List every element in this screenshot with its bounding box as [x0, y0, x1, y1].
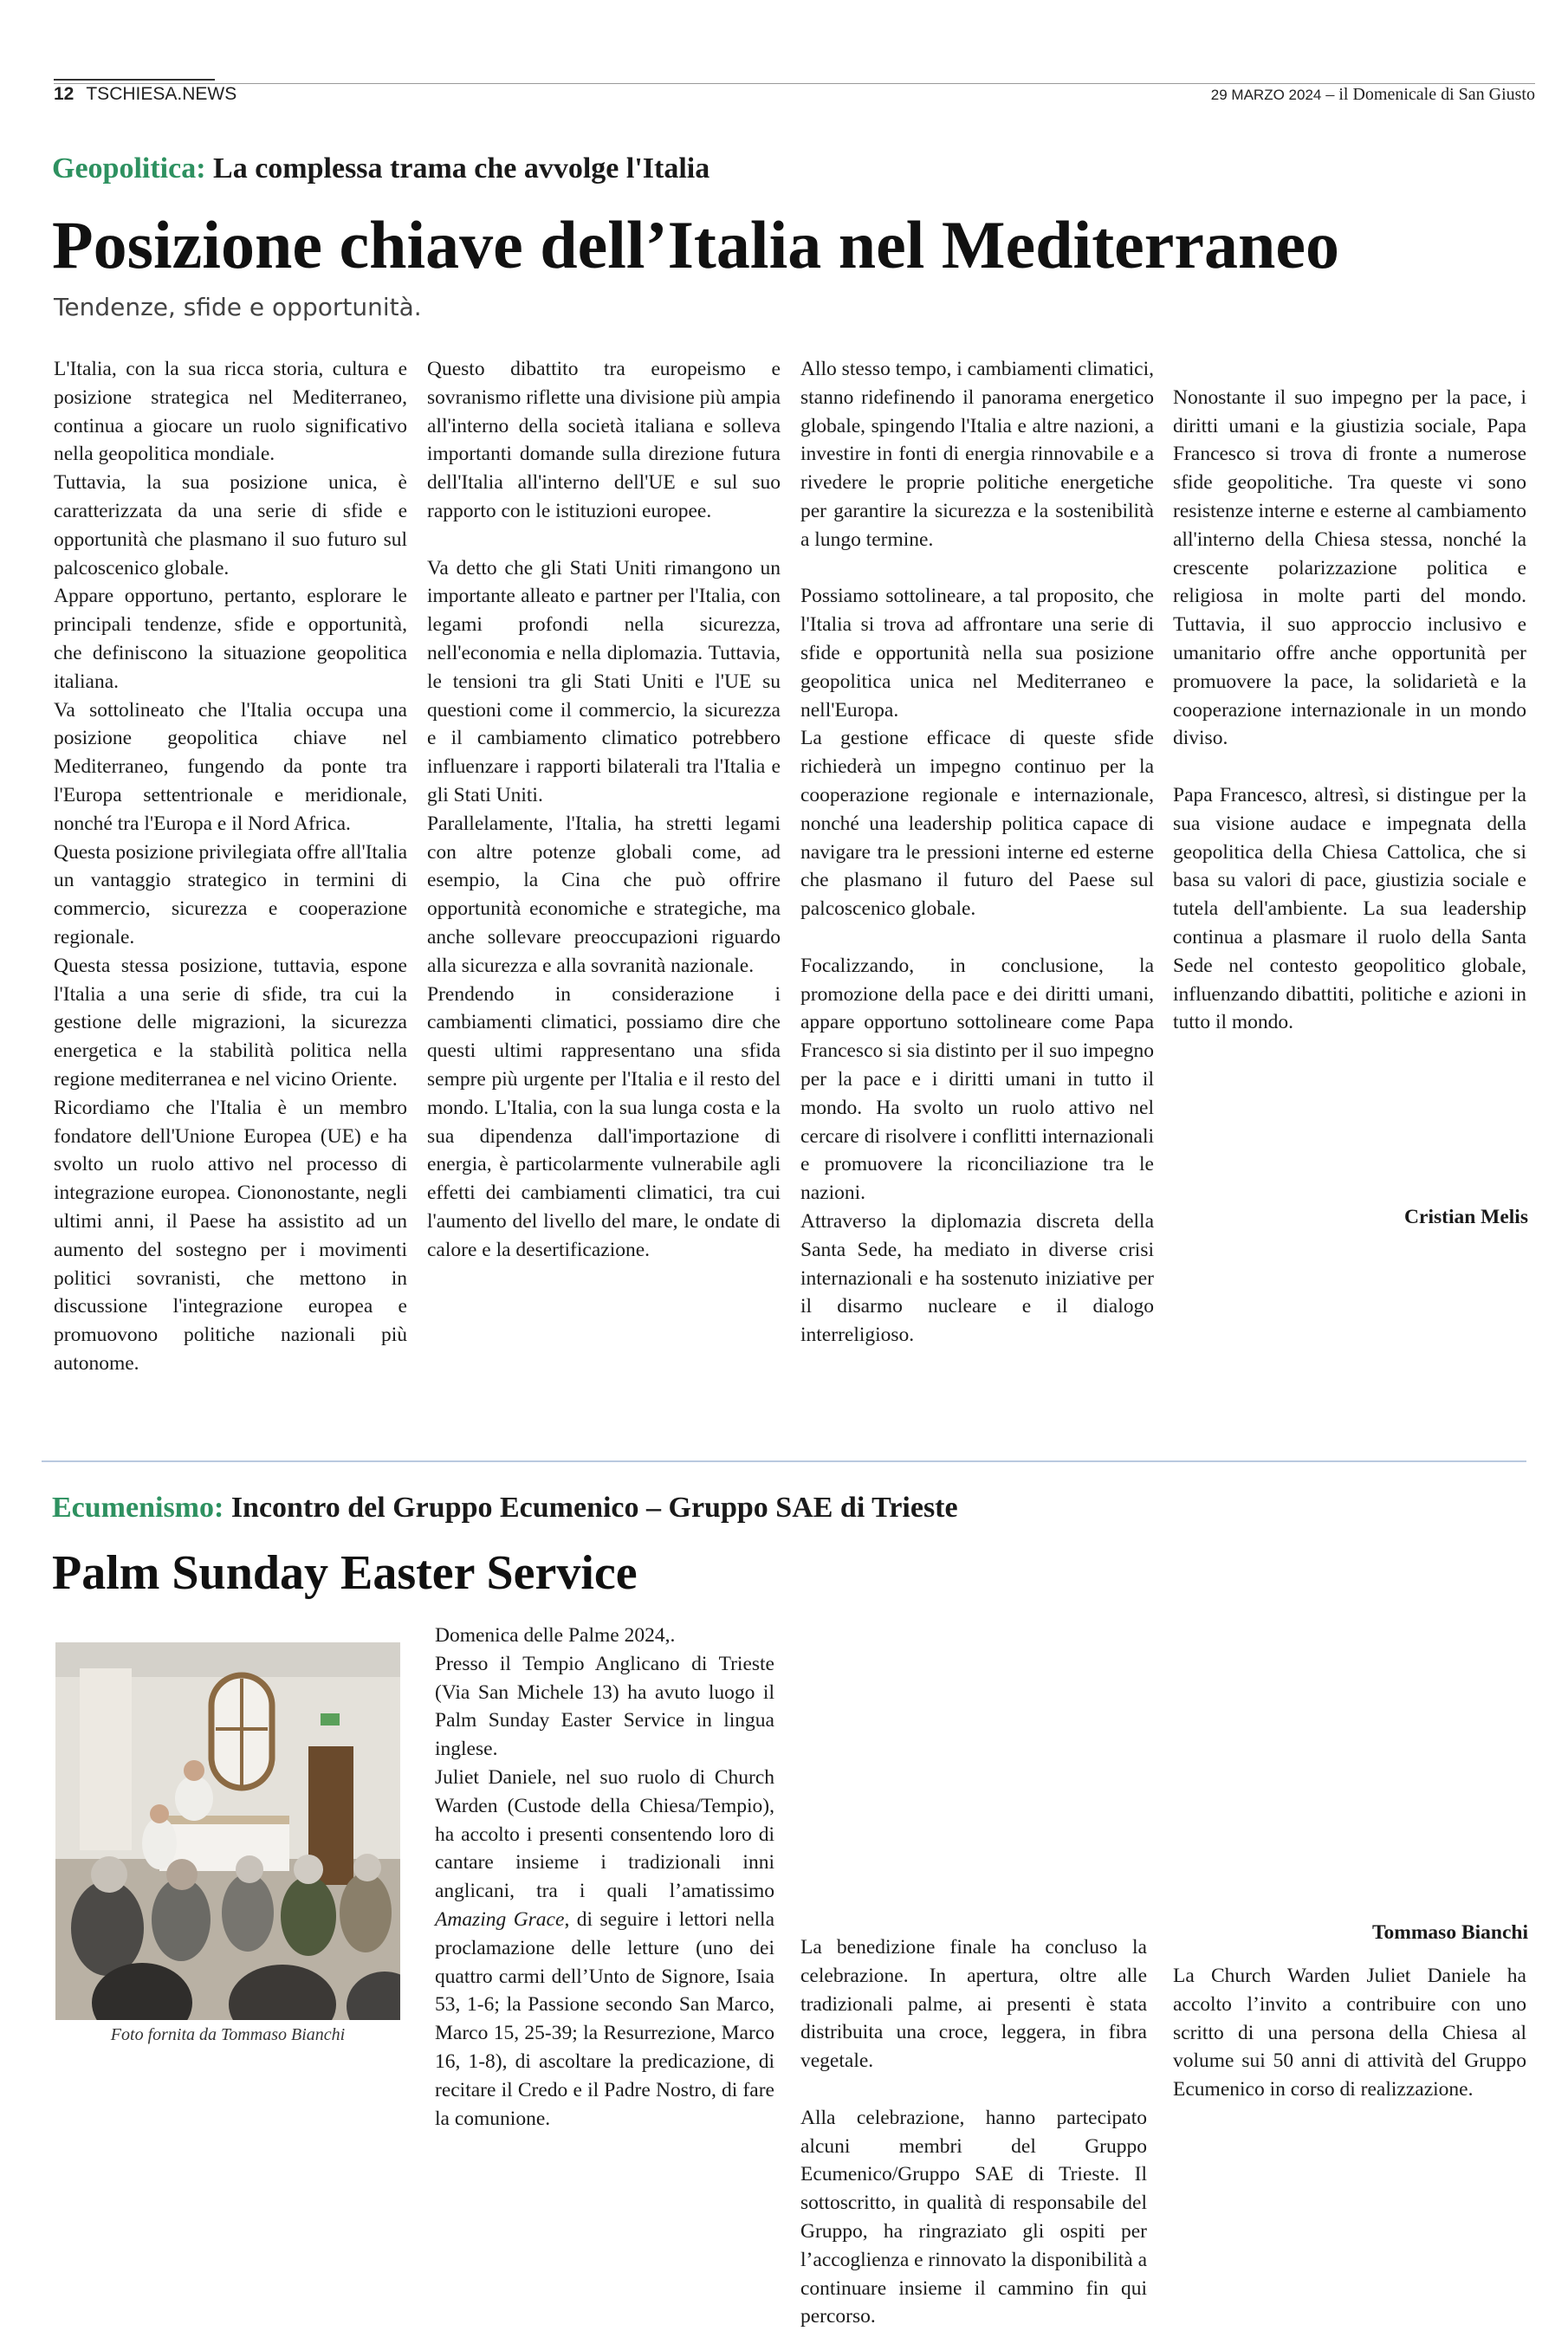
article1-column-2 [427, 355, 781, 1265]
article1-paragraph: Tuttavia, la sua posizione unica, è caratterizzata da una serie di sfide e opportunità che plasmano il suo futuro sul palcoscenico globale. [54, 471, 407, 580]
site-name: TSCHIESA.NEWS [86, 84, 237, 104]
article1-topic: La complessa trama che avvolge l'Italia [213, 152, 710, 185]
article1-paragraph: Prendendo in considerazione i cambiamenti climatici, possiamo dire che questi ultimi rappresentano una sfida sempre più urgente per l'Italia e il resto del mondo. L'Italia, con la sua lunga costa e la sua dipendenza dall'importazione di energia, è particolarmente vulnerabile agli effetti dei cambiamenti climatici, tra cui l'aumento del livello del mare, le ondate di calore e la desertificazione. [427, 982, 781, 1261]
article2-text: , di seguire i lettori nella proclamazione delle letture (uno dei quattro carmi dell’Unto de Signore, Isaia 53, 1-6; la Passione secondo San Marco, Marco 15, 25-39; la Resurrezione, Marco 16, 1-8), di ascoltare la predicazione, di recitare il Credo e il Padre Nostro, di fare la comunione. [435, 1907, 774, 2130]
dateline [1211, 85, 1535, 105]
article1-paragraph: La gestione efficace di queste sfide richiederà un impegno continuo per la cooperazione regionale e internazionale, nonché una leadership politica capace di navigare tra le pressioni interne ed esterne che plasmano il futuro del Paese sul palcoscenico globale. [800, 727, 1154, 921]
article1-column-1 [54, 355, 407, 1378]
hymn-title: Amazing Grace [435, 1907, 565, 1931]
article1-author: Cristian Melis [1404, 1206, 1528, 1228]
header-rule [54, 83, 1535, 84]
article1-paragraph: Questa stessa posizione, tuttavia, espone l'Italia a una serie di sfide, tra cui la gestione delle migrazioni, la sicurezza energetica e la stabilità politica nella regione mediterranea e nel vicino Oriente. [54, 954, 407, 1091]
article1-paragraph: Nonostante il suo impegno per la pace, i diritti umani e la giustizia sociale, Papa Francesco si trova di fronte a numerose sfide geopolitiche. Tra queste vi sono resistenze interne e esterne al cambiamento all'interno della Chiesa stessa, nonché la crescente polarizzazione politica e religiosa in molte parti del mondo. Tuttavia, il suo approccio inclusivo e umanitario offre anche opportunità per promuovere la pace, la solidarietà e la cooperazione internazionale in un mondo diviso. [1173, 385, 1526, 750]
page-folio [54, 84, 236, 105]
article2-column-2 [800, 1933, 1147, 2331]
folio-rule [54, 79, 215, 81]
article2-paragraph: Presso il Tempio Anglicano di Trieste (Via San Michele 13) ha avuto luogo il Palm Sunday Easter Service in lingua inglese. [435, 1652, 774, 1761]
article2-topic: Incontro del Gruppo Ecumenico – Gruppo SAE di Trieste [230, 1492, 958, 1524]
article1-paragraph: Va detto che gli Stati Uniti rimangono un importante alleato e partner per l'Italia, con legami profondi nella sicurezza, nell'economia e nella diplomazia. Tuttavia, le tensioni tra gli Stati Uniti e l'UE su questioni come il commercio, la sicurezza e il cambiamento climatico potrebbero influenzare i rapporti bilaterali tra l'Italia e gli Stati Uniti. [427, 556, 781, 806]
article2-column-3 [1173, 1962, 1526, 2104]
dateline-separator: – [1321, 85, 1339, 104]
article1-paragraph: Va sottolineato che l'Italia occupa una posizione geopolitica chiave nel Mediterraneo, fungendo da ponte tra l'Europa settentrionale e meridionale, nonché tra l'Europa e il Nord Africa. [54, 698, 407, 835]
article2-section-label: Ecumenismo: [52, 1492, 224, 1524]
article1-column-3 [800, 355, 1154, 1350]
article2-paragraph: La Church Warden Juliet Daniele ha accolto l’invito a contribuire con uno scritto di una persona della Chiesa al volume sui 50 anni di attività del Gruppo Ecumenico in corso di realizzazione. [1173, 1965, 1526, 2101]
article2-column-1 [435, 1622, 774, 2133]
article1-paragraph: Allo stesso tempo, i cambiamenti climatici, stanno ridefinendo il panorama energetico globale, spingendo l'Italia e altre nazioni, a investire in fonti di energia rinnovabile e a rivedere le proprie politiche energetiche per garantire la sicurezza e la sostenibilità a lungo termine. [800, 358, 1154, 551]
publication-name: il Domenicale di San Giusto [1338, 85, 1535, 104]
article1-column-4 [1173, 355, 1526, 1037]
article2-paragraph: Domenica delle Palme 2024,. [435, 1624, 676, 1647]
article2-paragraph: Alla celebrazione, hanno partecipato alcuni membri del Gruppo Ecumenico/Gruppo SAE di Trieste. Il sottoscritto, in qualità di responsabile del Gruppo, ha ringraziato gli ospiti per l’accoglienza e rinnovato la disponibilità a continuare insieme il cammino fin qui percorso. [800, 2106, 1148, 2328]
section-divider [42, 1460, 1526, 1462]
article2-paragraph [435, 1764, 774, 2133]
article2-author: Tommaso Bianchi [1372, 1921, 1528, 1944]
article2-kicker [52, 1492, 958, 1525]
article1-paragraph: Attraverso la diplomazia discreta della Santa Sede, ha mediato in diverse crisi internazionali e ha sostenuto iniziative per il disarmo nucleare e il dialogo interreligioso. [800, 1209, 1154, 1347]
church-service-photo [55, 1642, 400, 2020]
article2-title: Palm Sunday Easter Service [52, 1546, 638, 1600]
article1-paragraph: L'Italia, con la sua ricca storia, cultura e posizione strategica nel Mediterraneo, continua a giocare un ruolo significativo nella geopolitica mondiale. [54, 358, 407, 466]
article2-text: Juliet Daniele, nel suo ruolo di Church Warden (Custode della Chiesa/Tempio), ha accolto i presenti consentendo loro di cantare insieme i tradizionali inni anglicani, tra i quali l’amatissimo [435, 1765, 774, 1903]
article2-paragraph: La benedizione finale ha concluso la celebrazione. In apertura, oltre alle tradizionali palme, ai presenti è stata distribuita una croce, leggera, in fibra vegetale. [800, 1936, 1147, 2073]
article1-paragraph: Questo dibattito tra europeismo e sovranismo riflette una divisione più ampia all'interno della società italiana e solleva importanti domande sulla direzione futura dell'Italia all'interno dell'UE e sul suo rapporto con le istituzioni europee. [427, 358, 781, 522]
article1-section-label: Geopolitica: [52, 152, 206, 185]
article1-paragraph: Possiamo sottolineare, a tal proposito, che l'Italia si trova ad affrontare una serie di sfide e opportunità nella sua posizione geopolitica unica nel Mediterraneo e nell'Europa. [800, 585, 1154, 722]
article1-paragraph: Focalizzando, in conclusione, la promozione della pace e dei diritti umani, appare opportuno sottolineare come Papa Francesco si sia distinto per il suo impegno per la pace e i diritti umani in tutto il mondo. Ha svolto un ruolo attivo nel cercare di risolvere i conflitti internazionali e promuovere la riconciliazione tra le nazioni. [800, 954, 1154, 1205]
article1-title: Posizione chiave dell’Italia nel Mediterraneo [52, 207, 1340, 282]
article1-paragraph: Ricordiamo che l'Italia è un membro fondatore dell'Unione Europea (UE) e ha svolto un ruolo attivo nel processo di integrazione europea. Ciononostante, negli ultimi anni, il Paese ha assistito ad un aumento del sostegno per i movimenti politici sovranisti, che mettono in discussione l'integrazione europea e promuovono politiche nazionali più autonome. [54, 1096, 407, 1375]
issue-date: 29 MARZO 2024 [1210, 87, 1322, 103]
article1-paragraph: Papa Francesco, altresì, si distingue per la sua visione audace e impegnata della geopolitica della Chiesa Cattolica, che si basa su valori di pace, giustizia sociale e tutela dell'ambiente. La sua leadership continua a plasmare il ruolo della Santa Sede nel contesto geopolitico globale, influenzando dibattiti, politiche e azioni in tutto il mondo. [1173, 783, 1526, 1034]
article1-paragraph: Parallelamente, l'Italia, ha stretti legami con altre potenze globali come, ad esempio, la Cina che può offrire opportunità economiche e strategiche, ma anche sollevare preoccupazioni riguardo alla sicurezza e alla sovranità nazionale. [427, 812, 781, 977]
article1-paragraph: Questa posizione privilegiata offre all'Italia un vantaggio strategico in termini di commercio, sicurezza e cooperazione regionale. [54, 840, 407, 949]
article1-paragraph: Appare opportuno, pertanto, esplorare le principali tendenze, sfide e opportunità, che definiscono la situazione geopolitica italiana. [54, 585, 407, 693]
church-service-illustration [55, 1642, 400, 2020]
article1-kicker [52, 152, 709, 185]
article1-subtitle: Tendenze, sfide e opportunità. [54, 293, 422, 321]
page-number: 12 [54, 84, 75, 104]
photo-caption: Foto fornita da Tommaso Bianchi [110, 2025, 346, 2044]
